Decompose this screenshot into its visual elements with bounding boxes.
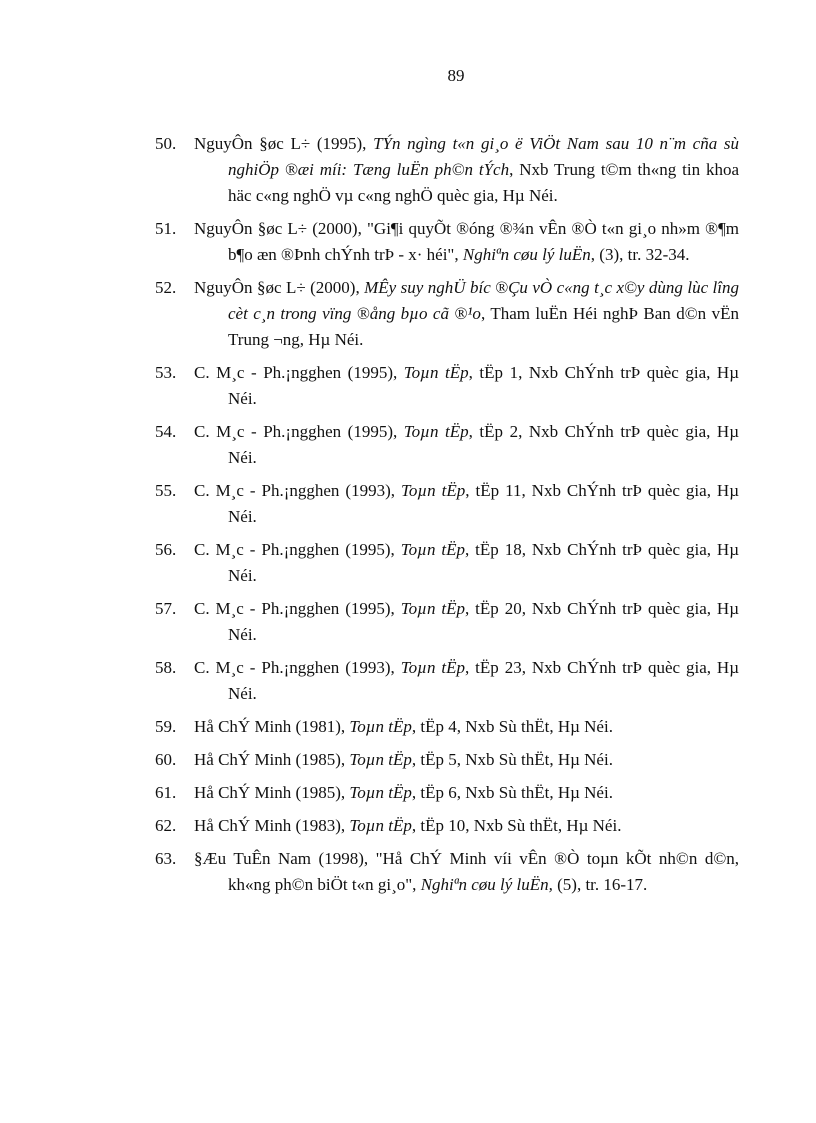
reference-publication: , tËp 5, Nxb Sù thËt, Hµ Néi. — [411, 750, 613, 769]
reference-list — [155, 131, 739, 905]
reference-item — [155, 419, 739, 471]
reference-item — [155, 131, 739, 209]
reference-publication: , tËp 10, Nxb Sù thËt, Hµ Néi. — [411, 816, 622, 835]
reference-title: Toµn tËp — [400, 540, 465, 559]
reference-number: 52. — [155, 278, 177, 297]
reference-author: C. M¸c - Ph.¡ngghen (1995), — [194, 540, 401, 559]
reference-publication: , tËp 23, Nxb ChÝnh trÞ quèc gia, Hµ Néi. — [228, 658, 739, 703]
reference-number: 57. — [155, 599, 177, 618]
reference-item — [155, 747, 739, 773]
reference-item — [155, 780, 739, 806]
reference-publication: , Tham luËn Héi nghÞ Ban d©n vËn Trung ¬ng, Hµ Néi. — [228, 304, 739, 349]
reference-number: 56. — [155, 540, 177, 559]
reference-title: Toµn tËp — [400, 658, 465, 677]
reference-author: NguyÔn §øc L÷ (2000), "Gi¶i quyÕt ®óng ®¾n vÊn ®Ò t«n gi¸o nh»m ®¶m b¶o æn ®Þnh chÝnh trÞ - x· héi", — [194, 219, 739, 264]
reference-author: C. M¸c - Ph.¡ngghen (1993), — [194, 658, 401, 677]
reference-title: MÊy suy nghÜ bíc ®Çu vÒ c«ng t¸c x©y dùng lùc lîng cèt c¸n trong vïng ®ång bµo cã ®¹o — [228, 278, 740, 323]
reference-number: 63. — [155, 849, 177, 868]
reference-number: 58. — [155, 658, 177, 677]
reference-publication: , tËp 11, Nxb ChÝnh trÞ quèc gia, Hµ Néi. — [228, 481, 739, 526]
reference-publication: , tËp 1, Nxb ChÝnh trÞ quèc gia, Hµ Néi. — [228, 363, 739, 408]
reference-number: 54. — [155, 422, 177, 441]
reference-item — [155, 360, 739, 412]
reference-title: Toµn tËp — [349, 750, 412, 769]
reference-publication: , tËp 2, Nxb ChÝnh trÞ quèc gia, Hµ Néi. — [228, 422, 739, 467]
reference-author: C. M¸c - Ph.¡ngghen (1995), — [194, 422, 404, 441]
reference-publication: , tËp 4, Nxb Sù thËt, Hµ Néi. — [411, 717, 613, 736]
reference-title: Nghiªn cøu lý luËn — [462, 245, 591, 264]
reference-author: §Æu TuÊn Nam (1998), "Hå ChÝ Minh víi vÊn ®Ò toµn kÕt nh©n d©n, kh«ng ph©n biÖt t«n gi¸o", — [194, 849, 739, 894]
reference-publication: , tËp 18, Nxb ChÝnh trÞ quèc gia, Hµ Néi. — [228, 540, 739, 585]
reference-title: Toµn tËp — [400, 599, 465, 618]
reference-item — [155, 655, 739, 707]
reference-item — [155, 714, 739, 740]
reference-publication: , Nxb Trung t©m th«ng tin khoa häc c«ng nghÖ vµ c«ng nghÖ quèc gia, Hµ Néi. — [228, 160, 739, 205]
reference-item — [155, 537, 739, 589]
reference-author: NguyÔn §øc L÷ (2000), — [194, 278, 365, 297]
reference-author: Hå ChÝ Minh (1981), — [194, 717, 350, 736]
reference-author: Hå ChÝ Minh (1985), — [194, 783, 350, 802]
reference-title: Toµn tËp — [349, 783, 412, 802]
reference-publication: (5), tr. 16-17. — [552, 875, 648, 894]
reference-author: C. M¸c - Ph.¡ngghen (1995), — [194, 363, 404, 382]
reference-author: Hå ChÝ Minh (1985), — [194, 750, 350, 769]
reference-item — [155, 216, 739, 268]
reference-title: Toµn tËp — [400, 481, 466, 500]
reference-author: Hå ChÝ Minh (1983), — [194, 816, 350, 835]
page-number: 89 — [447, 66, 465, 85]
reference-number: 53. — [155, 363, 177, 382]
reference-title: Toµn tËp — [403, 422, 469, 441]
reference-number: 55. — [155, 481, 177, 500]
reference-item — [155, 478, 739, 530]
reference-title: TÝn ngìng t«n gi¸o ë ViÖt Nam sau 10 n¨m cña sù nghiÖp ®æi míi: Tæng luËn ph©n tÝch — [228, 134, 739, 179]
reference-item — [155, 846, 739, 898]
reference-author: C. M¸c - Ph.¡ngghen (1993), — [194, 481, 401, 500]
reference-number: 50. — [155, 134, 177, 153]
reference-publication: , (3), tr. 32-34. — [590, 245, 690, 264]
reference-author: C. M¸c - Ph.¡ngghen (1995), — [194, 599, 401, 618]
reference-author: NguyÔn §øc L÷ (1995), — [194, 134, 374, 153]
reference-title: Toµn tËp — [349, 717, 412, 736]
reference-item — [155, 813, 739, 839]
reference-number: 61. — [155, 783, 177, 802]
reference-item — [155, 275, 739, 353]
reference-title: Toµn tËp — [349, 816, 412, 835]
reference-number: 59. — [155, 717, 177, 736]
reference-title: Toµn tËp — [403, 363, 469, 382]
reference-title: Nghiªn cøu lý luËn, — [420, 875, 553, 894]
reference-item — [155, 596, 739, 648]
reference-number: 60. — [155, 750, 177, 769]
reference-publication: , tËp 6, Nxb Sù thËt, Hµ Néi. — [411, 783, 613, 802]
reference-number: 62. — [155, 816, 177, 835]
reference-number: 51. — [155, 219, 177, 238]
reference-publication: , tËp 20, Nxb ChÝnh trÞ quèc gia, Hµ Néi. — [228, 599, 739, 644]
